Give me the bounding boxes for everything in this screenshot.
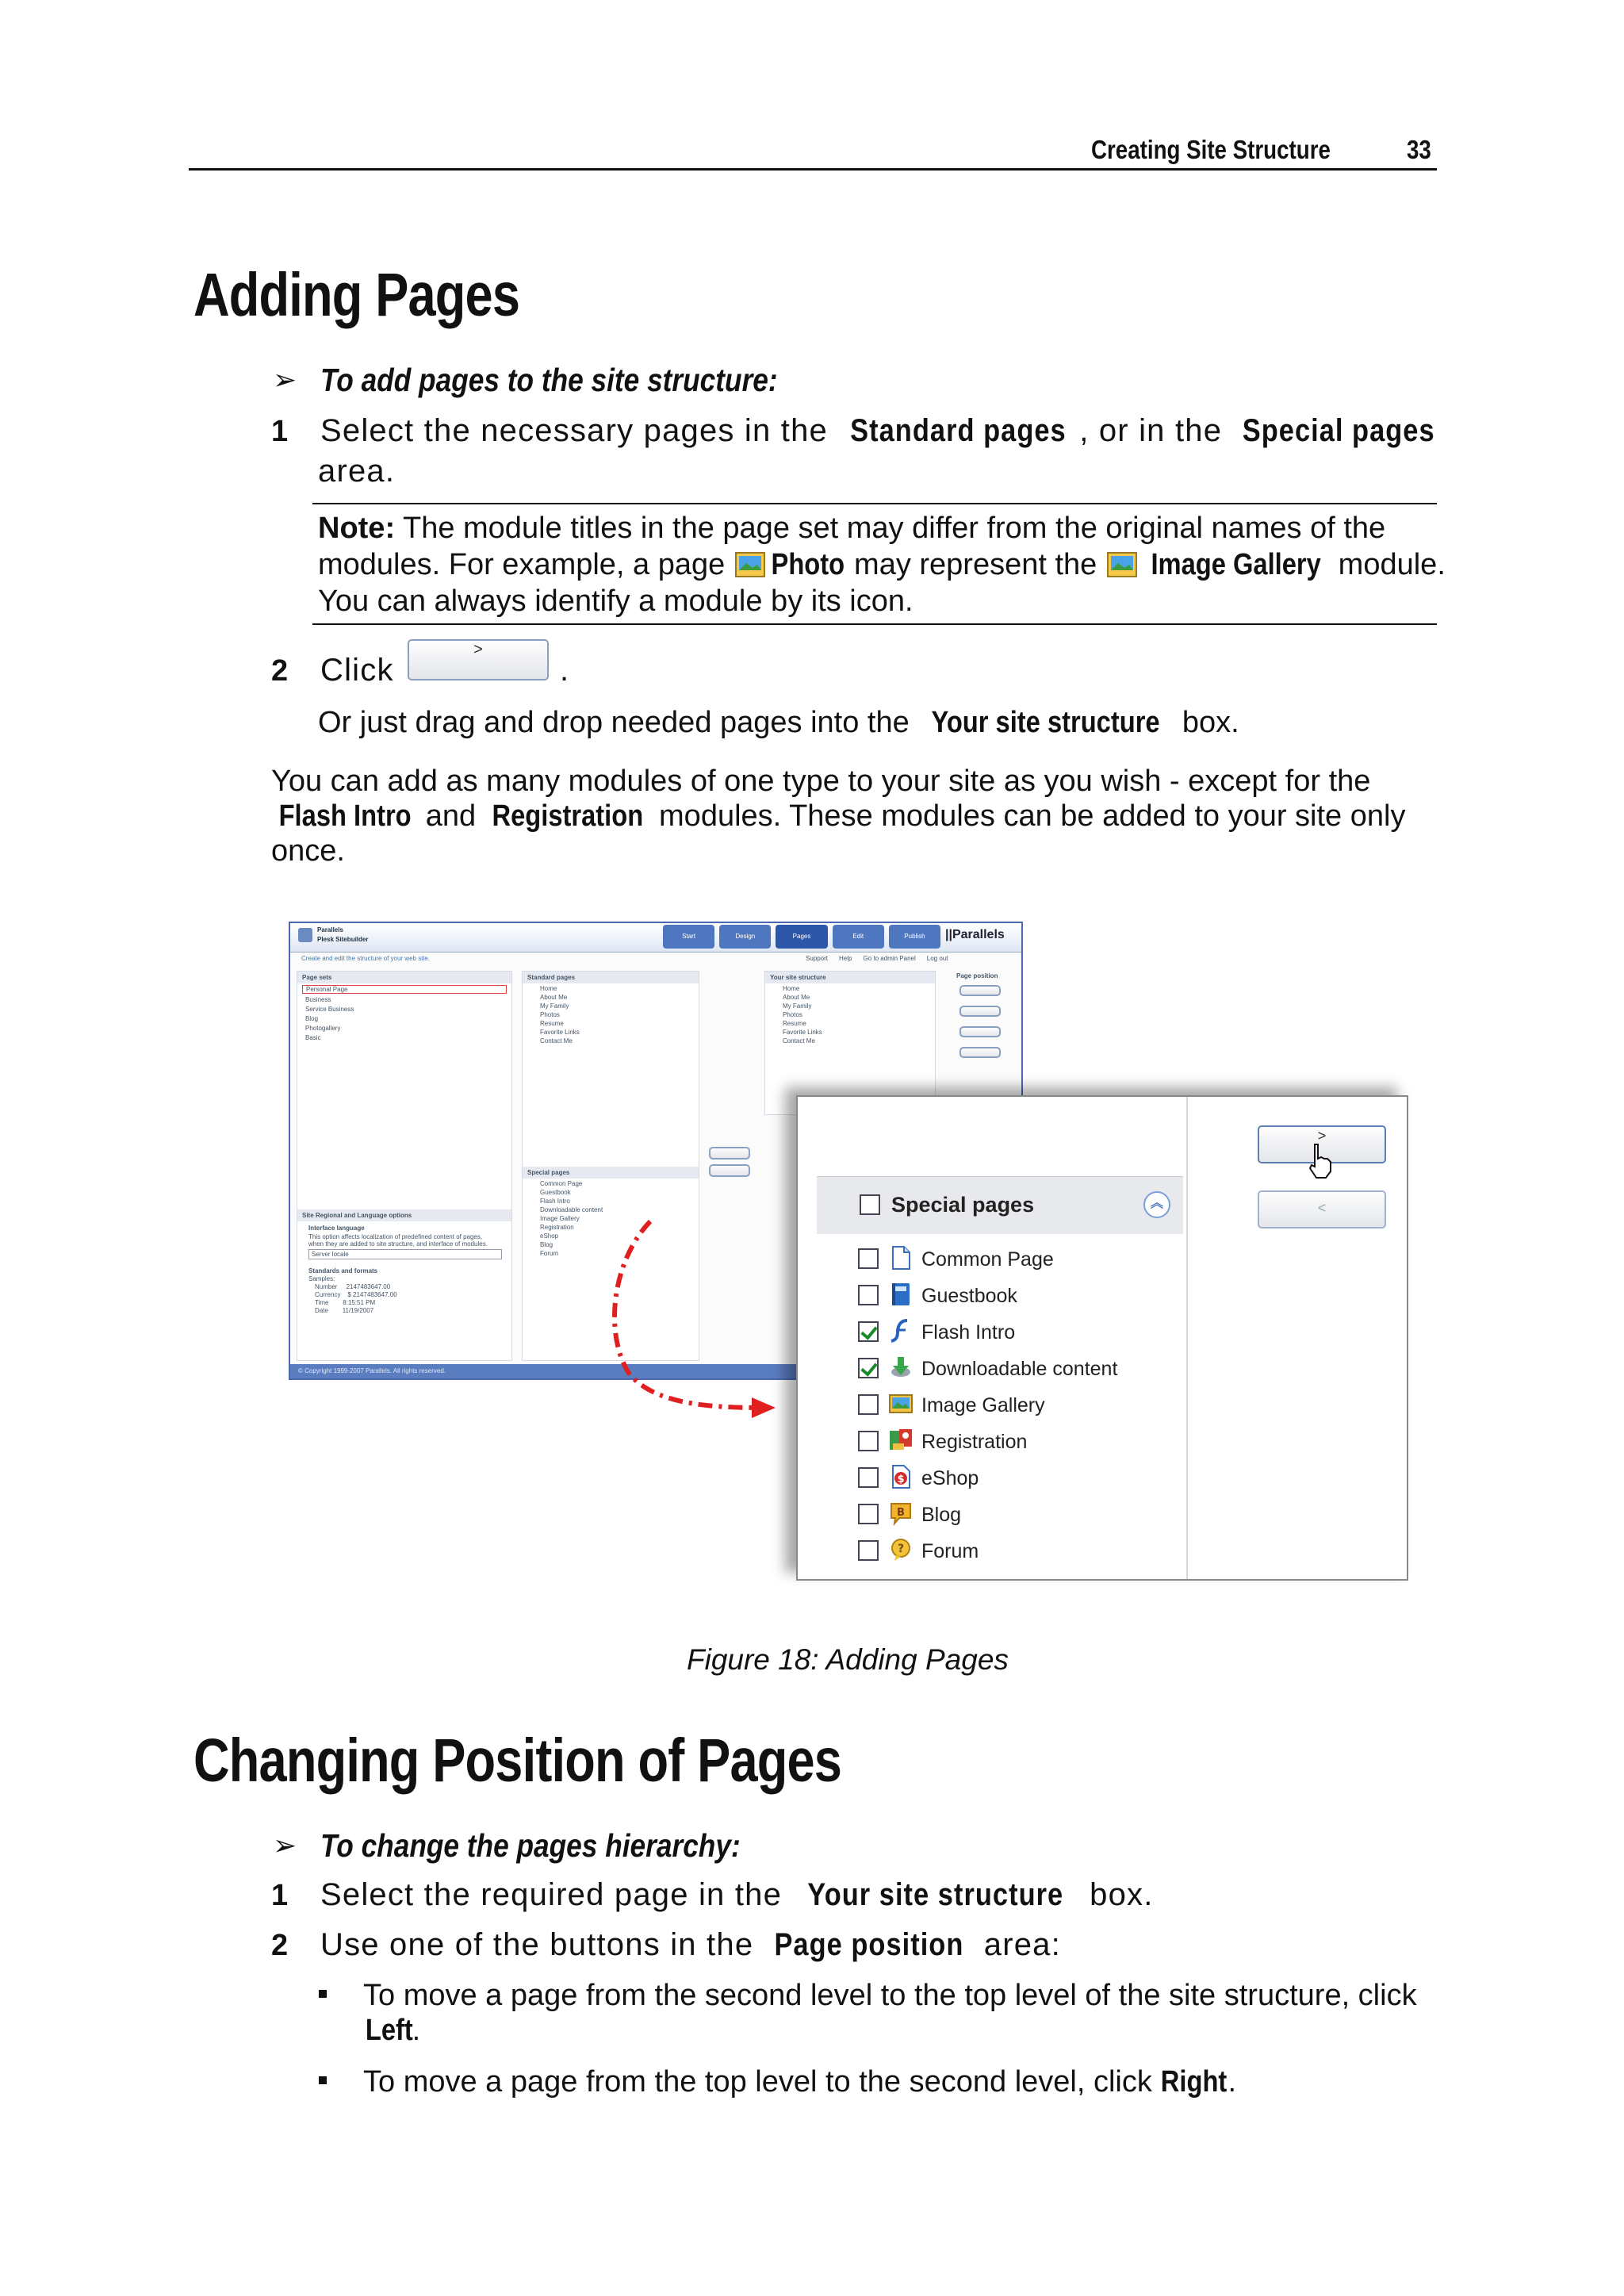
position-right-button[interactable] bbox=[959, 1047, 1001, 1058]
help-link[interactable]: Help bbox=[839, 955, 852, 962]
position-down-button[interactable] bbox=[959, 1006, 1001, 1017]
position-left-button[interactable] bbox=[959, 1026, 1001, 1037]
checkbox[interactable] bbox=[858, 1540, 879, 1561]
figure-caption: Figure 18: Adding Pages bbox=[687, 1643, 1009, 1676]
section-title-adding-pages: Adding Pages bbox=[193, 261, 520, 329]
special-page-item[interactable]: Blog bbox=[540, 1241, 553, 1248]
site-structure-item[interactable]: Photos bbox=[783, 1011, 802, 1018]
app-name: Plesk Sitebuilder bbox=[317, 936, 369, 943]
special-page-item[interactable]: Image Gallery bbox=[540, 1215, 580, 1222]
standard-pages-title: Standard pages bbox=[523, 972, 699, 983]
step-text-cont: area. bbox=[318, 454, 396, 489]
site-structure-title: Your site structure bbox=[765, 972, 935, 983]
special-page-item[interactable]: Common Page bbox=[540, 1180, 583, 1187]
special-page-item[interactable]: Registration bbox=[540, 1224, 574, 1231]
list-item[interactable] bbox=[798, 1353, 1186, 1388]
list-item[interactable] bbox=[798, 1244, 1186, 1278]
special-page-item[interactable]: eShop bbox=[540, 1232, 559, 1240]
special-pages-title: Special pages bbox=[891, 1193, 1035, 1217]
app-footer: © Copyright 1999-2007 Parallels. All rights reserved. bbox=[290, 1364, 1023, 1378]
page-set-item[interactable]: Photogallery bbox=[305, 1025, 341, 1032]
special-page-item[interactable]: Flash Intro bbox=[540, 1198, 570, 1205]
sample-row: Number 2147483647.00 bbox=[315, 1283, 391, 1290]
interface-language-desc: This option affects localization of predefined content of pages, when they are added to site structure, and interface of modules. bbox=[308, 1233, 488, 1248]
add-page-button[interactable]: > bbox=[408, 639, 549, 680]
paragraph-line-2: Flash Intro and Registration modules. These modules can be added to your site only bbox=[278, 799, 1406, 833]
regional-title: Site Regional and Language options bbox=[297, 1209, 511, 1221]
gallery-icon bbox=[888, 1391, 914, 1416]
site-structure-item[interactable]: Resume bbox=[783, 1020, 806, 1027]
item-label: Registration bbox=[921, 1431, 1028, 1453]
support-link[interactable]: Support bbox=[806, 955, 829, 962]
app-header bbox=[290, 923, 1021, 953]
sample-row: Time 8:15:51 PM bbox=[315, 1299, 376, 1306]
note-top-rule bbox=[312, 503, 1437, 504]
site-structure-panel bbox=[764, 971, 936, 1115]
step-number: 1 bbox=[271, 415, 289, 448]
step-number: 2 bbox=[271, 654, 289, 688]
item-label: Guestbook bbox=[921, 1285, 1017, 1307]
checkbox[interactable] bbox=[858, 1431, 879, 1451]
page-sets-title: Page sets bbox=[297, 972, 511, 983]
arrow-bullet-icon: ➢ bbox=[273, 363, 297, 396]
step-number: 2 bbox=[271, 1929, 289, 1962]
step-text: Click bbox=[320, 653, 394, 688]
step-text: Use one of the buttons in the Page position area: bbox=[320, 1927, 1061, 1962]
checkbox[interactable] bbox=[858, 1248, 879, 1269]
item-label: Common Page bbox=[921, 1248, 1054, 1271]
item-label: Downloadable content bbox=[921, 1358, 1118, 1380]
site-structure-item[interactable]: My Family bbox=[783, 1002, 812, 1010]
sample-row: Currency $ 2147483647.00 bbox=[315, 1291, 397, 1298]
special-page-item[interactable]: Downloadable content bbox=[540, 1206, 603, 1213]
locale-select[interactable]: Server locale bbox=[308, 1249, 502, 1259]
procedure-heading: To add pages to the site structure: bbox=[320, 362, 778, 398]
standard-page-item[interactable]: Resume bbox=[540, 1020, 564, 1027]
special-pages-list bbox=[798, 1244, 1186, 1577]
square-bullet bbox=[319, 2076, 327, 2084]
special-page-item[interactable]: Forum bbox=[540, 1250, 559, 1257]
item-label: Image Gallery bbox=[921, 1394, 1045, 1416]
note-line-3: You can always identify a module by its icon. bbox=[318, 585, 914, 618]
standard-page-item[interactable]: Contact Me bbox=[540, 1037, 573, 1045]
running-header-title: Creating Site Structure bbox=[1091, 135, 1331, 164]
special-pages-select-all-checkbox[interactable] bbox=[860, 1194, 880, 1215]
step-text: Select the required page in the Your site structure box. bbox=[320, 1877, 1154, 1912]
site-structure-item[interactable]: About Me bbox=[783, 994, 810, 1001]
page-number: 33 bbox=[1407, 135, 1431, 164]
remove-button-small[interactable] bbox=[709, 1164, 750, 1177]
image-gallery-module-icon bbox=[1107, 552, 1137, 577]
nav-publish[interactable]: Publish bbox=[889, 925, 940, 949]
square-bullet bbox=[319, 1990, 327, 1998]
bullet-text-1-cont: Left. bbox=[365, 2014, 421, 2047]
svg-text:$: $ bbox=[897, 1474, 905, 1485]
note-line-2: modules. For example, a page Photo may represent the Image Gallery module. bbox=[318, 548, 1446, 581]
guestbook-icon bbox=[888, 1282, 914, 1307]
brand-name: Parallels bbox=[317, 926, 343, 933]
zoom-divider bbox=[1186, 1097, 1188, 1579]
page-icon bbox=[888, 1245, 914, 1271]
breadcrumb: Create and edit the structure of your web site. bbox=[301, 955, 430, 962]
regional-options bbox=[297, 1209, 511, 1315]
list-item[interactable] bbox=[798, 1389, 1186, 1424]
standard-page-item[interactable]: Home bbox=[540, 985, 557, 992]
registration-icon bbox=[888, 1428, 914, 1453]
bullet-text-2: To move a page from the top level to the second level, click Right. bbox=[363, 2065, 1237, 2099]
list-item[interactable] bbox=[798, 1535, 1186, 1570]
forum-icon bbox=[888, 1537, 914, 1562]
page-set-item[interactable]: Personal Page bbox=[302, 985, 507, 994]
page-set-item[interactable]: Business bbox=[305, 996, 331, 1003]
paragraph-line-3: once. bbox=[271, 834, 345, 868]
list-item[interactable] bbox=[798, 1317, 1186, 1351]
item-label: Flash Intro bbox=[921, 1321, 1016, 1343]
page-set-item[interactable]: Blog bbox=[305, 1015, 319, 1022]
step-text-period: . bbox=[560, 653, 570, 688]
special-pages-header bbox=[817, 1176, 1183, 1234]
checkbox-checked[interactable] bbox=[858, 1358, 879, 1378]
header-rule bbox=[189, 168, 1437, 171]
nav-design[interactable]: Design bbox=[719, 925, 771, 949]
blog-icon bbox=[888, 1501, 914, 1526]
section-title-changing-position: Changing Position of Pages bbox=[193, 1727, 842, 1795]
top-links bbox=[806, 955, 948, 962]
photo-module-icon bbox=[735, 552, 765, 577]
svg-text:B: B bbox=[897, 1507, 905, 1519]
site-structure-item[interactable]: Favorite Links bbox=[783, 1029, 822, 1036]
page-position-label: Page position bbox=[956, 972, 998, 979]
standards-label: Standards and formats bbox=[308, 1267, 378, 1274]
step-number: 1 bbox=[271, 1879, 289, 1912]
checkbox[interactable] bbox=[858, 1285, 879, 1305]
paragraph-line-1: You can add as many modules of one type to your site as you wish - except for the bbox=[271, 765, 1371, 798]
logout-link[interactable]: Log out bbox=[926, 955, 948, 962]
hand-cursor-icon bbox=[1305, 1141, 1337, 1179]
site-structure-item[interactable]: Home bbox=[783, 985, 800, 992]
standard-page-item[interactable]: Photos bbox=[540, 1011, 560, 1018]
page-sets-panel bbox=[297, 971, 512, 1361]
step-subtext: Or just drag and drop needed pages into the Your site structure box. bbox=[318, 706, 1239, 739]
zoomed-special-pages bbox=[796, 1095, 1408, 1581]
remove-from-structure-button[interactable]: < bbox=[1258, 1190, 1386, 1228]
svg-text:?: ? bbox=[897, 1543, 905, 1555]
nav-pages[interactable]: Pages bbox=[776, 925, 827, 949]
position-up-button[interactable] bbox=[959, 985, 1001, 996]
checkbox[interactable] bbox=[858, 1504, 879, 1524]
add-to-structure-button[interactable]: > bbox=[1258, 1125, 1386, 1163]
note-bottom-rule bbox=[312, 623, 1437, 625]
standard-page-item[interactable]: My Family bbox=[540, 1002, 569, 1010]
checkbox[interactable] bbox=[858, 1394, 879, 1415]
add-button-small[interactable] bbox=[709, 1147, 750, 1159]
collapse-icon[interactable]: ︽ bbox=[1143, 1191, 1170, 1218]
arrow-bullet-icon: ➢ bbox=[273, 1829, 297, 1861]
list-item[interactable] bbox=[798, 1499, 1186, 1534]
page-set-item[interactable]: Basic bbox=[305, 1034, 321, 1041]
sample-row: Date 11/19/2007 bbox=[315, 1307, 374, 1314]
parallels-logo: ||Parallels bbox=[945, 928, 1005, 941]
sitebuilder-logo-icon bbox=[298, 928, 312, 942]
samples-label: Samples: bbox=[308, 1275, 335, 1282]
nav-edit[interactable]: Edit bbox=[833, 925, 884, 949]
item-label: Blog bbox=[921, 1504, 962, 1526]
standard-page-item[interactable]: Favorite Links bbox=[540, 1029, 580, 1036]
eshop-icon bbox=[888, 1464, 914, 1489]
admin-panel-link[interactable]: Go to admin Panel bbox=[863, 955, 916, 962]
bullet-text-1: To move a page from the second level to the top level of the site structure, click bbox=[363, 1979, 1417, 2012]
list-item[interactable] bbox=[798, 1280, 1186, 1315]
standard-page-item[interactable]: About Me bbox=[540, 994, 568, 1001]
item-label: eShop bbox=[921, 1467, 979, 1489]
note-line-1: Note: The module titles in the page set may differ from the original names of the bbox=[318, 512, 1386, 545]
interface-language-label: Interface language bbox=[308, 1225, 365, 1232]
special-pages-title-small: Special pages bbox=[523, 1167, 699, 1179]
list-item[interactable] bbox=[798, 1426, 1186, 1461]
nav-start[interactable]: Start bbox=[663, 925, 714, 949]
download-icon bbox=[888, 1355, 914, 1380]
wizard-nav bbox=[663, 925, 940, 949]
flash-icon bbox=[888, 1318, 914, 1343]
checkbox[interactable] bbox=[858, 1467, 879, 1488]
page-set-item[interactable]: Service Business bbox=[305, 1006, 354, 1013]
site-structure-item[interactable]: Contact Me bbox=[783, 1037, 815, 1045]
step-text: Select the necessary pages in the Standard pages , or in the Special pages bbox=[320, 413, 1436, 448]
drag-arrow-icon bbox=[596, 1213, 787, 1420]
checkbox-checked[interactable] bbox=[858, 1321, 879, 1342]
procedure-heading: To change the pages hierarchy: bbox=[320, 1827, 741, 1864]
special-page-item[interactable]: Guestbook bbox=[540, 1189, 571, 1196]
item-label: Forum bbox=[921, 1540, 979, 1562]
list-item[interactable] bbox=[798, 1462, 1186, 1497]
